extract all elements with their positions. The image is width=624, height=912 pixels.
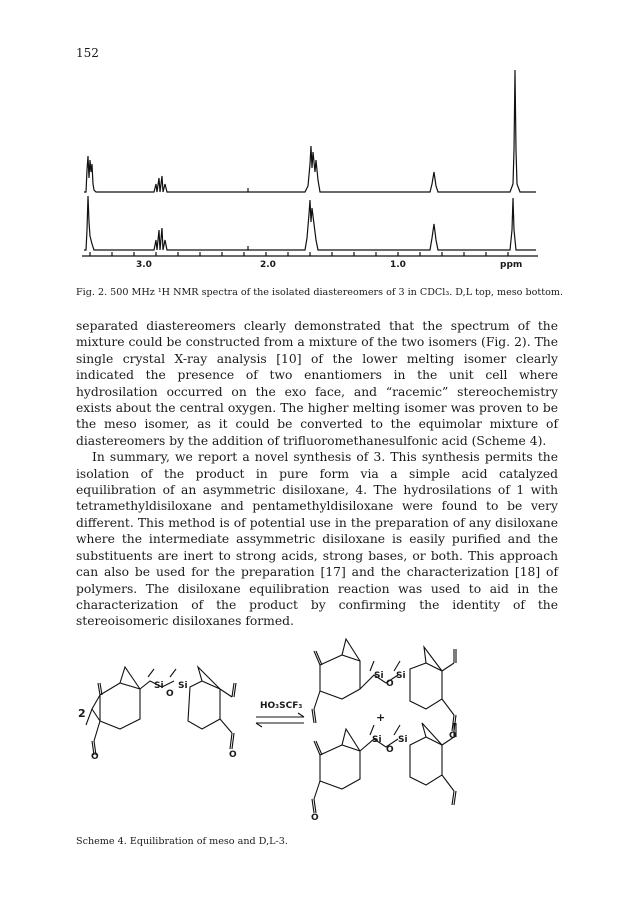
o-atom-label: O — [449, 731, 457, 741]
reagent-label: HO₃SCF₃ — [260, 701, 303, 711]
si-atom-label: Si — [374, 671, 384, 681]
si-atom-label: Si — [178, 681, 188, 691]
figure-caption: Fig. 2. 500 MHz ¹H NMR spectra of the isolated diastereomers of 3 in CDCl₃. D,L top, meso bottom. — [76, 287, 564, 298]
o-atom-label: O — [166, 689, 174, 699]
stoichiometric-coefficient: 2 — [78, 707, 86, 720]
product-structure-meso — [312, 723, 456, 813]
spectrum-meso-bottom — [84, 196, 536, 250]
tick-label-1: 1.0 — [390, 260, 406, 270]
body-text — [76, 318, 558, 630]
nmr-spectra-plot — [70, 60, 550, 280]
page-number: 152 — [76, 46, 99, 60]
scheme-4 — [70, 625, 570, 825]
tick-label-ppm: ppm — [500, 260, 523, 270]
plus-sign: + — [376, 711, 386, 724]
si-atom-label: Si — [398, 735, 408, 745]
scheme-caption: Scheme 4. Equilibration of meso and D,L-3. — [76, 836, 288, 847]
si-atom-label: Si — [154, 681, 164, 691]
equilibrium-arrows — [256, 713, 304, 727]
o-atom-label: O — [229, 750, 237, 760]
o-atom-label: O — [386, 745, 394, 755]
o-atom-label: O — [311, 813, 319, 823]
tick-label-3: 3.0 — [136, 260, 152, 270]
spectrum-dl-top — [84, 70, 536, 192]
o-atom-label: O — [91, 752, 99, 762]
paragraph: separated diastereomers clearly demonstrated that the spectrum of the mixture could be constructed from a mixture of the two isomers (Fig. 2). The single crystal X-ray analysis [10] of the lower melting isomer clearly indicated the presence of two enantiomers in the unit cell where hydrosilation occurred on the exo face, and “racemic” stereochemistry exists about the central oxygen. The higher melting isomer was proven to be the meso isomer, as it could be converted to the equimolar mixture of diastereomers by the addition of trifluoromethanesulfonic acid (Scheme 4). — [76, 319, 558, 448]
o-atom-label: O — [386, 679, 394, 689]
si-atom-label: Si — [372, 735, 382, 745]
tick-label-2: 2.0 — [260, 260, 276, 270]
paragraph: In summary, we report a novel synthesis of 3. This synthesis permits the isolation of the product in pure form via a simple acid catalyzed equilibration of an asymmetric disiloxane, 4. The hydrosilations of 1 with tetramethyldisiloxane and pentamethyldisiloxane were found to be very different. This method is of potential use in the preparation of any disiloxane where the intermediate assymmetric disiloxane is easily purified and the substituents are inert to strong acids, strong bases, or both. This approach can also be used for the preparation [17] and the characterization [18] of polymers. The disiloxane equilibration reaction was used to aid in the characterization of the product by confirming the identity of the stereoisomeric disiloxanes formed. — [76, 450, 558, 629]
scheme-structures — [70, 625, 570, 825]
nmr-spectra-figure — [70, 60, 550, 280]
si-atom-label: Si — [396, 671, 406, 681]
